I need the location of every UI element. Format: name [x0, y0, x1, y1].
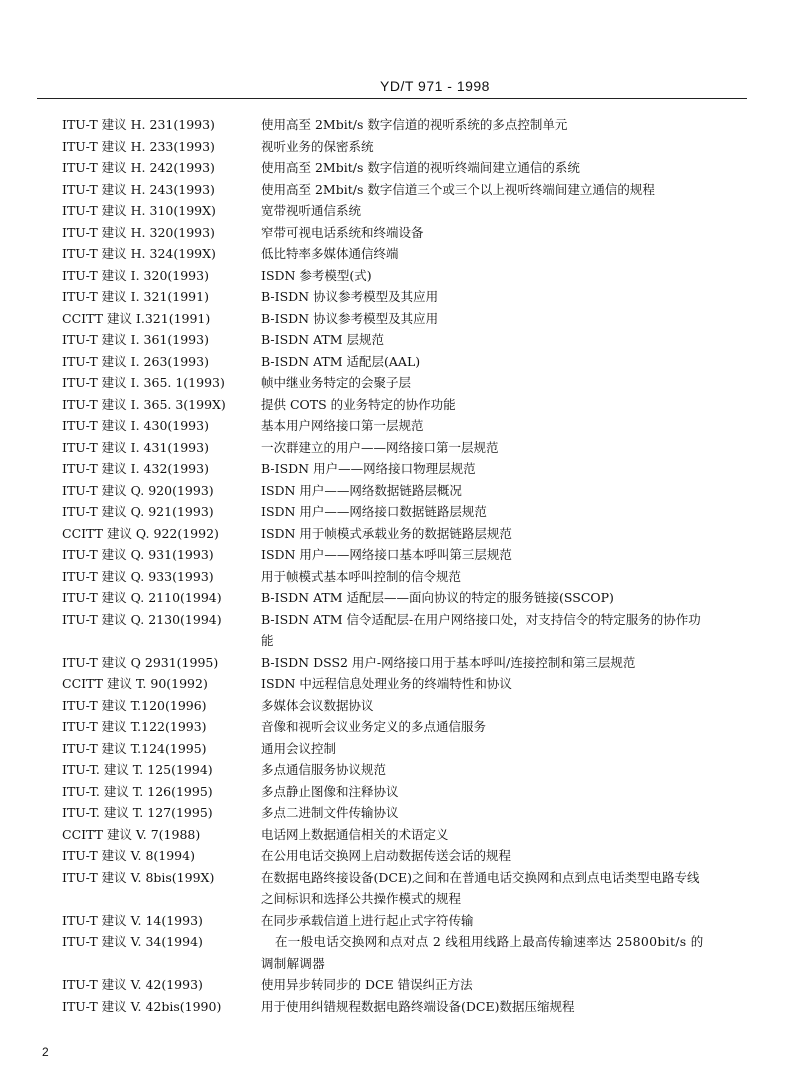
- reference-code: ITU-T 建议 T.122(1993): [62, 719, 207, 734]
- reference-description: 音像和视听会议业务定义的多点通信服务: [261, 719, 487, 734]
- reference-row: [0, 114, 800, 136]
- reference-row: [0, 652, 800, 674]
- reference-code: ITU-T. 建议 T. 126(1995): [62, 783, 213, 799]
- reference-code: ITU-T 建议 V. 8(1994): [62, 848, 195, 863]
- reference-row: [0, 157, 800, 179]
- reference-code: ITU-T 建议 I. 432(1993): [62, 461, 209, 476]
- reference-description: ISDN 用户——网络接口基本呼叫第三层规范: [261, 547, 512, 562]
- page-number: 2: [42, 1045, 49, 1059]
- reference-row: [0, 372, 800, 394]
- reference-code: ITU-T 建议 Q. 2130(1994): [62, 611, 222, 627]
- reference-code: ITU-T 建议 I. 321(1991): [62, 289, 209, 304]
- reference-row: [0, 286, 800, 308]
- reference-description: 用于使用纠错规程数据电路终端设备(DCE)数据压缩规程: [261, 998, 575, 1014]
- reference-description: 通用会议控制: [261, 740, 337, 756]
- reference-row: [0, 308, 800, 330]
- reference-row: [0, 867, 800, 910]
- reference-code: ITU-T 建议 H. 242(1993): [62, 160, 215, 175]
- reference-code: ITU-T 建议 V. 42bis(1990): [62, 998, 222, 1014]
- reference-row: [0, 695, 800, 717]
- reference-row: [0, 673, 800, 695]
- reference-row: [0, 329, 800, 351]
- reference-code: CCITT 建议 Q. 922(1992): [62, 525, 219, 541]
- reference-description: 低比特率多媒体通信终端: [261, 246, 399, 261]
- reference-code: ITU-T 建议 I. 431(1993): [62, 439, 209, 455]
- reference-row: [0, 802, 800, 824]
- reference-row: [0, 566, 800, 588]
- reference-row: [0, 222, 800, 244]
- reference-description: 宽带视听通信系统: [261, 203, 362, 218]
- reference-row: [0, 458, 800, 480]
- reference-description: B-ISDN 协议参考模型及其应用: [261, 289, 439, 304]
- reference-row: [0, 609, 800, 652]
- reference-code: ITU-T 建议 H. 320(1993): [62, 224, 215, 240]
- reference-description: ISDN 用户——网络接口数据链路层规范: [261, 504, 487, 519]
- reference-list: [0, 114, 800, 1017]
- reference-description: 在同步承载信道上进行起止式字符传输: [261, 912, 474, 928]
- reference-code: ITU-T 建议 V. 34(1994): [62, 934, 203, 949]
- reference-row: [0, 265, 800, 287]
- reference-description: 多点静止图像和注释协议: [261, 783, 399, 799]
- reference-description: 在公用电话交换网上启动数据传送会话的规程: [261, 848, 512, 863]
- reference-description: ISDN 用于帧模式承载业务的数据链路层规范: [261, 525, 512, 541]
- reference-description: B-ISDN ATM 层规范: [261, 332, 385, 347]
- reference-code: ITU-T 建议 Q. 933(1993): [62, 568, 214, 584]
- reference-description: 视听业务的保密系统: [261, 138, 374, 154]
- reference-row: [0, 136, 800, 158]
- reference-code: ITU-T. 建议 T. 125(1994): [62, 762, 213, 777]
- reference-row: [0, 996, 800, 1018]
- header-rule: [37, 98, 747, 99]
- reference-row: [0, 480, 800, 502]
- reference-code: ITU-T 建议 Q. 921(1993): [62, 504, 214, 519]
- reference-code: ITU-T 建议 H. 324(199X): [62, 246, 216, 261]
- reference-description: ISDN 用户——网络数据链路层概况: [261, 482, 462, 498]
- reference-code: ITU-T 建议 T.124(1995): [62, 740, 207, 756]
- reference-code: ITU-T 建议 I. 365. 3(199X): [62, 396, 226, 412]
- reference-description: 窄带可视电话系统和终端设备: [261, 224, 424, 240]
- reference-description: 多点通信服务协议规范: [261, 762, 387, 777]
- reference-code: ITU-T 建议 V. 14(1993): [62, 912, 203, 928]
- reference-description: ISDN 参考模型(式): [261, 267, 372, 283]
- reference-row: [0, 587, 800, 609]
- reference-code: ITU-T 建议 Q. 920(1993): [62, 482, 214, 498]
- reference-description: 在一般电话交换网和点对点 2 线租用线路上最高传输速率达 25800bit/s 的调制解调器: [261, 934, 704, 971]
- reference-code: ITU-T. 建议 T. 127(1995): [62, 805, 213, 820]
- reference-row: [0, 845, 800, 867]
- reference-code: ITU-T 建议 I. 365. 1(1993): [62, 375, 225, 390]
- reference-code: ITU-T 建议 Q. 2110(1994): [62, 590, 222, 605]
- reference-code: ITU-T 建议 H. 310(199X): [62, 203, 216, 218]
- reference-description: B-ISDN DSS2 用户-网络接口用于基本呼叫/连接控制和第三层规范: [261, 654, 636, 670]
- reference-code: ITU-T 建议 T.120(1996): [62, 697, 207, 713]
- reference-row: [0, 437, 800, 459]
- reference-code: ITU-T 建议 H. 231(1993): [62, 117, 215, 132]
- reference-description: B-ISDN 用户——网络接口物理层规范: [261, 461, 476, 476]
- reference-description: 使用高至 2Mbit/s 数字信道的视听系统的多点控制单元: [261, 117, 568, 132]
- reference-description: 提供 COTS 的业务特定的协作功能: [261, 396, 456, 412]
- reference-description: 使用高至 2Mbit/s 数字信道的视听终端间建立通信的系统: [261, 160, 580, 175]
- reference-description: 在数据电路终接设备(DCE)之间和在普通电话交换网和点到点电话类型电路专线之间标识和选择公共操作模式的规程: [261, 869, 700, 906]
- reference-description: 多媒体会议数据协议: [261, 697, 374, 713]
- reference-description: 使用异步转同步的 DCE 错误纠正方法: [261, 977, 473, 992]
- reference-description: ISDN 中远程信息处理业务的终端特性和协议: [261, 676, 512, 691]
- reference-code: ITU-T 建议 I. 430(1993): [62, 418, 209, 433]
- reference-description: 多点二进制文件传输协议: [261, 805, 399, 820]
- reference-code: CCITT 建议 T. 90(1992): [62, 676, 208, 691]
- reference-row: [0, 716, 800, 738]
- reference-code: ITU-T 建议 V. 8bis(199X): [62, 869, 215, 885]
- reference-row: [0, 394, 800, 416]
- reference-description: B-ISDN 协议参考模型及其应用: [261, 310, 439, 326]
- reference-row: [0, 415, 800, 437]
- reference-description: 基本用户网络接口第一层规范: [261, 418, 424, 433]
- reference-code: ITU-T 建议 H. 233(1993): [62, 138, 215, 154]
- reference-row: [0, 974, 800, 996]
- reference-code: ITU-T 建议 V. 42(1993): [62, 977, 203, 992]
- reference-code: ITU-T 建议 I. 263(1993): [62, 353, 209, 369]
- reference-description: 一次群建立的用户——网络接口第一层规范: [261, 439, 499, 455]
- reference-description: 用于帧模式基本呼叫控制的信令规范: [261, 568, 462, 584]
- reference-description: B-ISDN ATM 适配层——面向协议的特定的服务链接(SSCOP): [261, 590, 614, 605]
- reference-description: 帧中继业务特定的会聚子层: [261, 375, 412, 390]
- reference-row: [0, 931, 800, 974]
- reference-code: ITU-T 建议 I. 361(1993): [62, 332, 209, 347]
- reference-row: [0, 243, 800, 265]
- reference-row: [0, 179, 800, 201]
- reference-description: 电话网上数据通信相关的术语定义: [261, 826, 449, 842]
- reference-row: [0, 351, 800, 373]
- reference-row: [0, 200, 800, 222]
- reference-row: [0, 759, 800, 781]
- reference-row: [0, 501, 800, 523]
- reference-row: [0, 824, 800, 846]
- reference-code: CCITT 建议 V. 7(1988): [62, 826, 201, 842]
- reference-row: [0, 781, 800, 803]
- reference-code: ITU-T 建议 Q 2931(1995): [62, 654, 219, 670]
- reference-row: [0, 910, 800, 932]
- reference-row: [0, 544, 800, 566]
- reference-code: ITU-T 建议 I. 320(1993): [62, 267, 209, 283]
- document-id-header: YD/T 971 - 1998: [380, 78, 490, 94]
- reference-row: [0, 523, 800, 545]
- reference-description: B-ISDN ATM 信令适配层-在用户网络接口处，对支持信令的特定服务的协作功能: [261, 611, 701, 648]
- reference-code: CCITT 建议 I.321(1991): [62, 310, 211, 326]
- reference-description: B-ISDN ATM 适配层(AAL): [261, 353, 421, 369]
- reference-description: 使用高至 2Mbit/s 数字信道三个或三个以上视听终端间建立通信的规程: [261, 181, 655, 197]
- reference-code: ITU-T 建议 Q. 931(1993): [62, 547, 214, 562]
- reference-code: ITU-T 建议 H. 243(1993): [62, 181, 215, 197]
- reference-row: [0, 738, 800, 760]
